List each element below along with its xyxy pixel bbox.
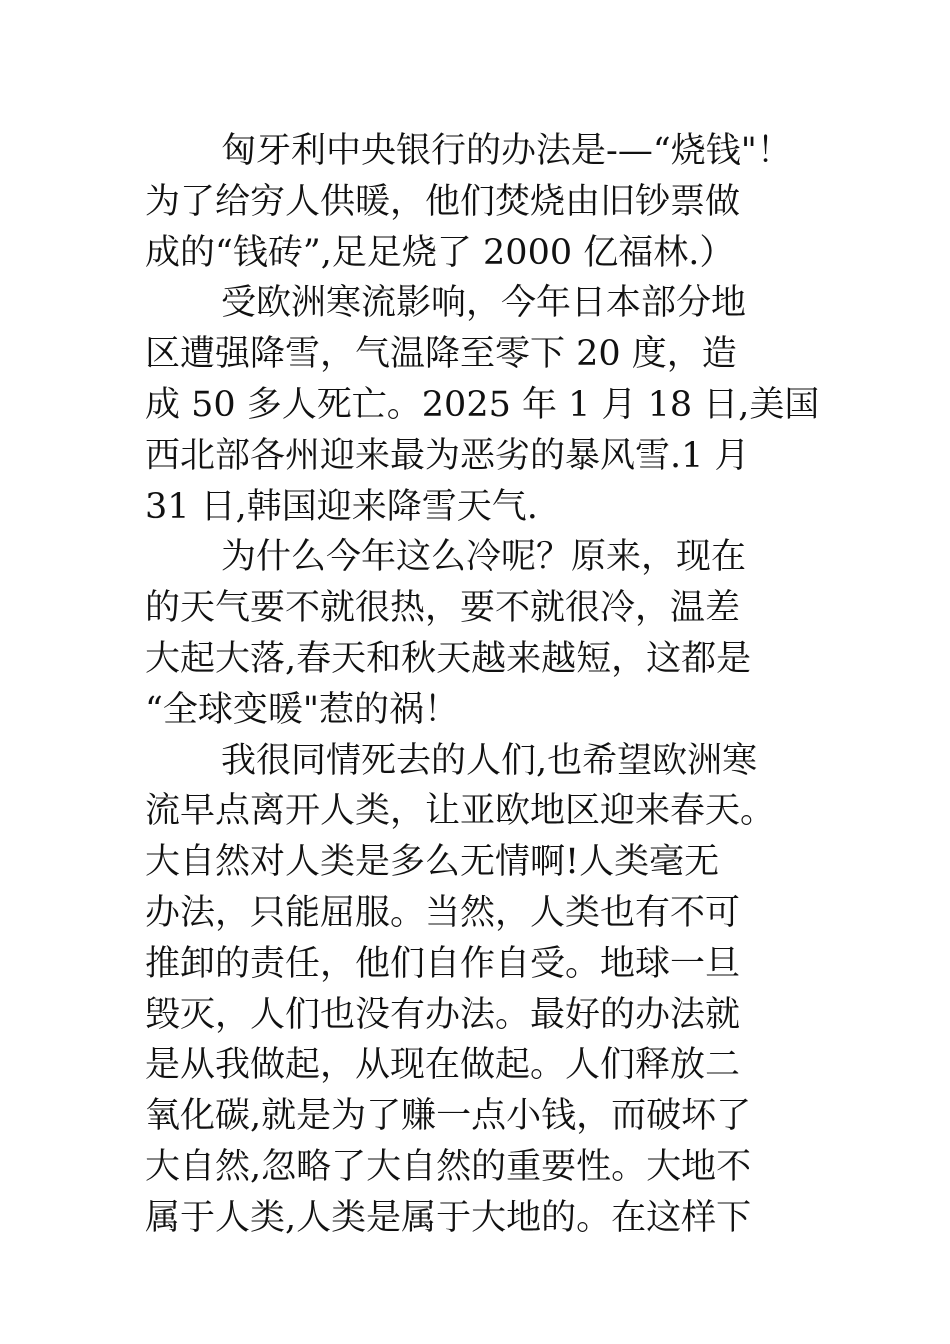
paragraph-line: 毁灭，人们也没有办法。最好的办法就 bbox=[145, 994, 741, 1035]
paragraph-line: 流早点离开人类，让亚欧地区迎来春天。 bbox=[145, 791, 776, 832]
paragraph-4 bbox=[145, 736, 845, 1244]
paragraph-line: 成的“钱砖”,足足烧了 2000 亿福林.） bbox=[145, 232, 735, 273]
paragraph-line: 为了给穷人供暖，他们焚烧由旧钞票做 bbox=[145, 181, 741, 222]
paragraph-line: 成 50 多人死亡。2025 年 1 月 18 日,美国 bbox=[145, 384, 820, 425]
paragraph-line: 为什么今年这么冷呢？原来，现在 bbox=[221, 537, 747, 578]
paragraph-1 bbox=[145, 126, 845, 278]
paragraph-line: 属于人类,人类是属于大地的。在这样下 bbox=[145, 1197, 752, 1238]
paragraph-line: 大自然,忽略了大自然的重要性。大地不 bbox=[145, 1146, 752, 1187]
paragraph-line: 大起大落,春天和秋天越来越短，这都是 bbox=[145, 638, 752, 679]
paragraph-line: 是从我做起，从现在做起。人们释放二 bbox=[145, 1045, 741, 1086]
paragraph-line: 氧化碳,就是为了赚一点小钱，而破坏了 bbox=[145, 1096, 752, 1137]
paragraph-line: 办法，只能屈服。当然，人类也有不可 bbox=[145, 892, 741, 933]
paragraph-line: 匈牙利中央银行的办法是-—“烧钱"！ bbox=[221, 131, 792, 171]
paragraph-line: 西北部各州迎来最为恶劣的暴风雪.1 月 bbox=[145, 435, 750, 476]
paragraph-line: 受欧洲寒流影响，今年日本部分地 bbox=[221, 283, 747, 324]
paragraph-line: 31 日,韩国迎来降雪天气. bbox=[145, 486, 538, 527]
paragraph-3 bbox=[145, 532, 845, 735]
paragraph-line: 我很同情死去的人们,也希望欧洲寒 bbox=[221, 740, 758, 781]
paragraph-line: “全球变暖"惹的祸！ bbox=[145, 689, 459, 730]
paragraph-2 bbox=[145, 278, 845, 532]
paragraph-line: 的天气要不就很热，要不就很冷，温差 bbox=[145, 588, 741, 629]
paragraph-line: 推卸的责任，他们自作自受。地球一旦 bbox=[145, 943, 741, 984]
document-body bbox=[145, 126, 845, 1244]
paragraph-line: 大自然对人类是多么无情啊!人类毫无 bbox=[145, 842, 720, 883]
paragraph-line: 区遭强降雪，气温降至零下 20 度，造 bbox=[145, 334, 737, 375]
